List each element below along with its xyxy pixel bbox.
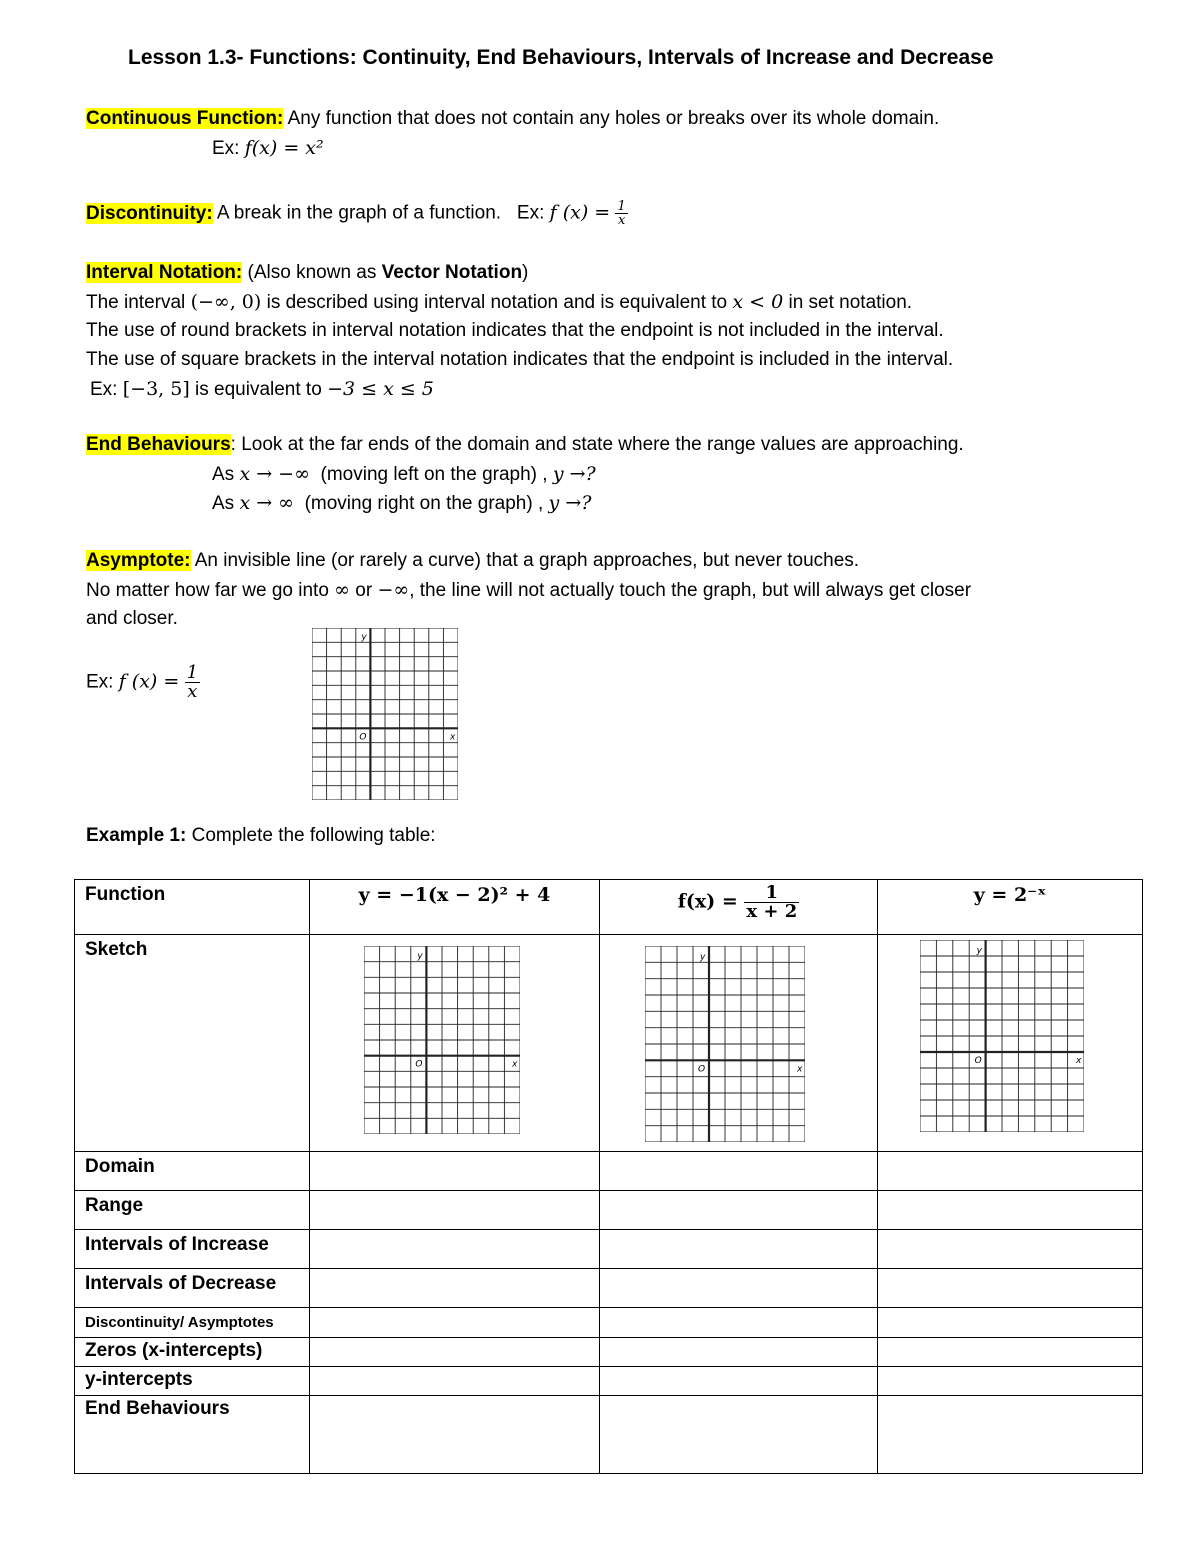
asymptote-line2-or: or bbox=[355, 580, 373, 601]
table-row-range bbox=[75, 1191, 1143, 1230]
range-cell-2[interactable] bbox=[600, 1191, 878, 1230]
function-3-text: y = 2⁻ˣ bbox=[973, 884, 1047, 906]
table-row-decrease bbox=[75, 1269, 1143, 1308]
asymptote-definition bbox=[86, 550, 859, 572]
table-row-domain bbox=[75, 1152, 1143, 1191]
end-right-text: (moving right on the graph) , bbox=[304, 493, 544, 514]
continuous-term: Continuous Function: bbox=[86, 108, 284, 129]
discontinuity-frac-den: x bbox=[617, 213, 626, 228]
grid-origin-label: O bbox=[698, 1064, 706, 1075]
continuous-text: Any function that does not contain any holes or breaks over its whole domain. bbox=[287, 108, 940, 129]
grid-y-label: y bbox=[976, 946, 982, 956]
row-label-zeros: Zeros (x-intercepts) bbox=[75, 1338, 310, 1367]
end-behaviours-definition bbox=[86, 434, 964, 456]
domain-cell-2[interactable] bbox=[600, 1152, 878, 1191]
function-2-den: x + 2 bbox=[746, 901, 798, 922]
grid-y-label: y bbox=[700, 952, 706, 963]
grid-sketch-2 bbox=[645, 946, 805, 1142]
discontinuity-definition bbox=[86, 200, 628, 227]
table-row-increase bbox=[75, 1230, 1143, 1269]
asymptote-fraction bbox=[185, 664, 200, 701]
interval-ex-mid: is equivalent to bbox=[195, 379, 322, 400]
end-behaviours-term: End Behaviours bbox=[86, 434, 231, 455]
row-label-end: End Behaviours bbox=[75, 1396, 310, 1474]
row-label-range: Range bbox=[75, 1191, 310, 1230]
asymptote-frac-den: x bbox=[187, 681, 198, 702]
discontinuity-example-prefix: Ex: bbox=[516, 202, 545, 224]
range-cell-3[interactable] bbox=[878, 1191, 1143, 1230]
yint-cell-1[interactable] bbox=[310, 1367, 600, 1396]
zeros-cell-1[interactable] bbox=[310, 1338, 600, 1367]
row-label-decrease: Intervals of Decrease bbox=[75, 1269, 310, 1308]
example1-label: Example 1: bbox=[86, 825, 187, 846]
interval-ex-prefix: Ex: bbox=[90, 379, 118, 400]
asymptote-example bbox=[86, 664, 200, 701]
table-row-zeros bbox=[75, 1338, 1143, 1367]
asymptote-line-3: and closer. bbox=[86, 608, 178, 629]
continuous-example bbox=[212, 137, 324, 160]
asymptotes-cell-1[interactable] bbox=[310, 1308, 600, 1338]
example1-heading bbox=[86, 825, 436, 847]
interval-line-3: The use of square brackets in the interval notation indicates that the endpoint is included in the interval. bbox=[86, 349, 954, 370]
row-label-domain: Domain bbox=[75, 1152, 310, 1191]
increase-cell-2[interactable] bbox=[600, 1230, 878, 1269]
continuous-example-math: f(x) = x² bbox=[244, 137, 324, 159]
end-left-y: y →? bbox=[552, 463, 596, 485]
zeros-cell-2[interactable] bbox=[600, 1338, 878, 1367]
end-right-y: y →? bbox=[548, 492, 592, 514]
end-left-as: As bbox=[212, 464, 235, 485]
interval-heading bbox=[86, 262, 528, 284]
interval-aka-bold: Vector Notation bbox=[381, 262, 523, 283]
function-2-fraction bbox=[744, 884, 799, 921]
interval-line1-math: (−∞, 0) bbox=[190, 291, 262, 313]
interval-aka-prefix: (Also known as bbox=[247, 262, 377, 283]
range-cell-1[interactable] bbox=[310, 1191, 600, 1230]
grid-origin-label: O bbox=[974, 1056, 982, 1066]
grid-sketch-3 bbox=[920, 940, 1084, 1132]
asymptote-ex-lhs: f (x) = bbox=[118, 670, 180, 693]
asymptote-term: Asymptote: bbox=[86, 550, 191, 571]
end-right-math: x → ∞ bbox=[239, 492, 295, 514]
increase-cell-1[interactable] bbox=[310, 1230, 600, 1269]
grid-asymptote-example bbox=[312, 628, 458, 800]
discontinuity-fraction bbox=[615, 200, 627, 227]
grid-origin-label: O bbox=[415, 1059, 423, 1070]
function-2 bbox=[600, 880, 878, 935]
continuous-example-prefix: Ex: bbox=[212, 138, 240, 159]
end-behaviours-left bbox=[212, 463, 596, 486]
end-right-as: As bbox=[212, 493, 235, 514]
asymptote-line2-ninf: −∞ bbox=[377, 579, 410, 601]
row-label-increase: Intervals of Increase bbox=[75, 1230, 310, 1269]
table-row-asymptotes bbox=[75, 1308, 1143, 1338]
interval-line1-a: The interval bbox=[86, 292, 186, 313]
grid-y-label: y bbox=[361, 632, 367, 643]
asymptote-ex-prefix: Ex: bbox=[86, 671, 114, 693]
yint-cell-2[interactable] bbox=[600, 1367, 878, 1396]
function-2-lhs: f(x) = bbox=[677, 890, 738, 913]
table-row-end bbox=[75, 1396, 1143, 1474]
grid-x-label: x bbox=[512, 1059, 518, 1070]
asymptote-frac-num: 1 bbox=[186, 662, 199, 683]
discontinuity-text: A break in the graph of a function. bbox=[216, 202, 502, 224]
asymptote-line-2 bbox=[86, 579, 971, 602]
interval-line-1 bbox=[86, 291, 912, 314]
asymptotes-cell-2[interactable] bbox=[600, 1308, 878, 1338]
asymptote-text: An invisible line (or rarely a curve) that a graph approaches, but never touches. bbox=[194, 550, 860, 571]
asymptote-line2-b: , the line will not actually touch the graph, but will always get closer bbox=[409, 580, 972, 601]
zeros-cell-3[interactable] bbox=[878, 1338, 1143, 1367]
decrease-cell-3[interactable] bbox=[878, 1269, 1143, 1308]
end-behaviours-right bbox=[212, 492, 591, 515]
decrease-cell-2[interactable] bbox=[600, 1269, 878, 1308]
grid-x-label: x bbox=[1076, 1056, 1082, 1066]
end-behaviours-text: : Look at the far ends of the domain and state where the range values are approaching. bbox=[230, 434, 964, 455]
example1-text: Complete the following table: bbox=[191, 825, 436, 846]
interval-term: Interval Notation: bbox=[86, 262, 243, 283]
discontinuity-term: Discontinuity: bbox=[86, 202, 213, 224]
end-cell-2[interactable] bbox=[600, 1396, 878, 1474]
row-label-function: Function bbox=[75, 880, 310, 935]
table-row-function bbox=[75, 880, 1143, 935]
asymptote-line2-inf: ∞ bbox=[334, 579, 350, 601]
function-1 bbox=[310, 880, 600, 935]
interval-line1-c: in set notation. bbox=[788, 292, 913, 313]
interval-ex-math1: [−3, 5] bbox=[122, 378, 190, 400]
grid-sketch-1 bbox=[364, 946, 520, 1134]
asymptote-line2-a: No matter how far we go into bbox=[86, 580, 329, 601]
yint-cell-3[interactable] bbox=[878, 1367, 1143, 1396]
interval-aka-suffix: ) bbox=[522, 262, 529, 283]
interval-example bbox=[90, 378, 434, 401]
end-left-math: x → −∞ bbox=[239, 463, 310, 485]
interval-line-2: The use of round brackets in interval notation indicates that the endpoint is not included in the interval. bbox=[86, 320, 944, 341]
grid-y-label: y bbox=[417, 951, 423, 962]
table-row-yint bbox=[75, 1367, 1143, 1396]
increase-cell-3[interactable] bbox=[878, 1230, 1143, 1269]
interval-line1-b: is described using interval notation and is equivalent to bbox=[266, 292, 728, 313]
row-label-yint: y-intercepts bbox=[75, 1367, 310, 1396]
grid-x-label: x bbox=[797, 1064, 803, 1075]
end-cell-1[interactable] bbox=[310, 1396, 600, 1474]
decrease-cell-1[interactable] bbox=[310, 1269, 600, 1308]
function-2-num: 1 bbox=[744, 884, 799, 903]
function-3 bbox=[878, 880, 1143, 935]
end-cell-3[interactable] bbox=[878, 1396, 1143, 1474]
grid-origin-label: O bbox=[359, 732, 367, 743]
continuous-definition bbox=[86, 108, 939, 130]
interval-ex-math2: −3 ≤ x ≤ 5 bbox=[327, 378, 434, 400]
end-left-text: (moving left on the graph) , bbox=[320, 464, 548, 485]
domain-cell-1[interactable] bbox=[310, 1152, 600, 1191]
asymptotes-cell-3[interactable] bbox=[878, 1308, 1143, 1338]
function-1-text: y = −1(x − 2)² + 4 bbox=[358, 884, 551, 906]
row-label-asymptotes: Discontinuity/ Asymptotes bbox=[75, 1308, 310, 1338]
grid-x-label: x bbox=[450, 732, 456, 743]
discontinuity-frac-num: 1 bbox=[617, 199, 626, 214]
row-label-sketch: Sketch bbox=[75, 935, 310, 1152]
interval-line1-math2: x < 0 bbox=[732, 291, 784, 313]
discontinuity-example-lhs: f (x) = bbox=[549, 201, 611, 224]
page-title: Lesson 1.3- Functions: Continuity, End Behaviours, Intervals of Increase and Decrease bbox=[128, 46, 994, 69]
domain-cell-3[interactable] bbox=[878, 1152, 1143, 1191]
